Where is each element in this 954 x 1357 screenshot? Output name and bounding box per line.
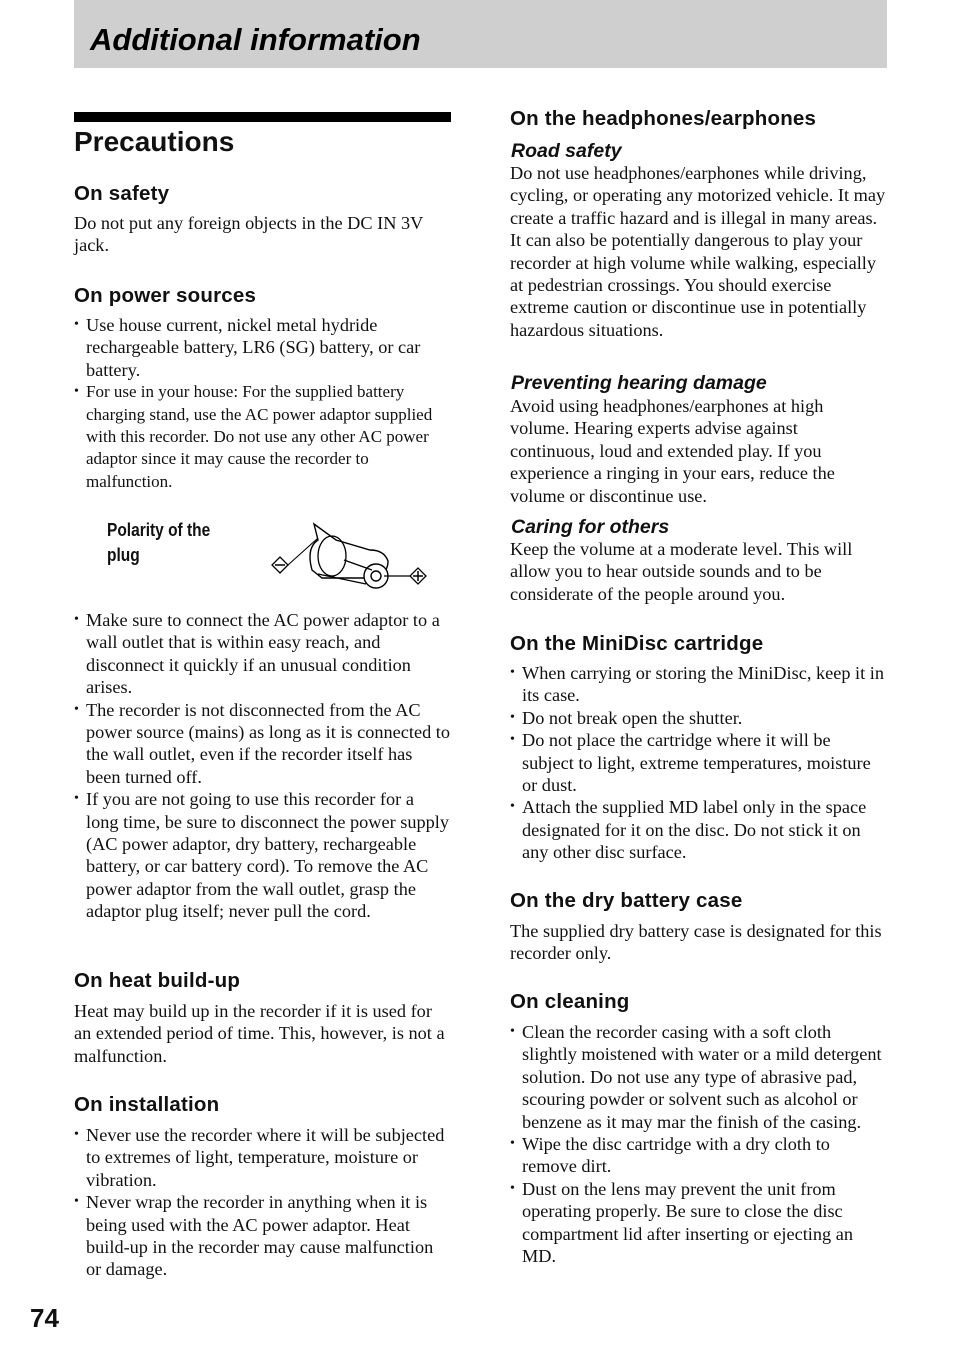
minidisc-list bbox=[510, 662, 886, 864]
list-item: • Do not place the cartridge where it will be subject to light, extreme temperatures, moisture or dust. bbox=[510, 729, 886, 796]
heading-cleaning: On cleaning bbox=[510, 990, 630, 1013]
list-item: • Never wrap the recorder in anything when it is being used with the AC power adaptor. Heat build-up in the recorder may cause malfunction or damage. bbox=[74, 1191, 450, 1281]
plug-polarity-label: Polarity of the plug bbox=[107, 520, 211, 565]
heading-road-safety: Road safety bbox=[511, 140, 622, 162]
chapter-title: Additional information bbox=[90, 22, 421, 57]
power-list-bottom bbox=[74, 609, 450, 923]
list-item: • Use house current, nickel metal hydride rechargeable battery, LR6 (SG) battery, or car battery. bbox=[74, 314, 450, 381]
list-item: • Never use the recorder where it will be subjected to extremes of light, temperature, moisture or vibration. bbox=[74, 1124, 450, 1191]
heading-heat: On heat build-up bbox=[74, 969, 241, 992]
heat-text: Heat may build up in the recorder if it is used for an extended period of time. This, however, is not a malfunction. bbox=[74, 1001, 445, 1066]
installation-list bbox=[74, 1124, 450, 1281]
heading-minidisc: On the MiniDisc cartridge bbox=[510, 632, 764, 655]
battery-case-text: The supplied dry battery case is designated for this recorder only. bbox=[510, 921, 882, 964]
heading-headphones: On the headphones/earphones bbox=[510, 107, 817, 130]
list-item: • Make sure to connect the AC power adaptor to a wall outlet that is within easy reach, and disconnect it quickly if an unusual condition arises. bbox=[74, 609, 450, 699]
list-item: • When carrying or storing the MiniDisc, keep it in its case. bbox=[510, 662, 886, 707]
list-item: • Do not break open the shutter. bbox=[510, 707, 886, 729]
list-item: • If you are not going to use this recorder for a long time, be sure to disconnect the power supply (AC power adaptor, dry battery, rechargeable battery, or car battery cord). To remove the AC power adaptor from the wall outlet, grasp the adaptor plug itself; never pull the cord. bbox=[74, 788, 450, 922]
heading-hearing-damage: Preventing hearing damage bbox=[511, 372, 767, 394]
chapter-banner bbox=[74, 0, 887, 68]
hearing-damage-text: Avoid using headphones/earphones at high volume. Hearing experts advise against continuous, loud and extended play. If you experience a ringing in your ears, reduce the volume or discontinue use. bbox=[510, 396, 835, 506]
section-title: Precautions bbox=[74, 126, 235, 157]
road-safety-text: Do not use headphones/earphones while driving, cycling, or operating any motorized vehicle. It may create a traffic hazard and is illegal in many areas. It can also be potentially dangerous to play your recorder at high volume while walking, especially at pedestrian crossings. You should exercise extreme caution or discontinue use in potentially hazardous situations. bbox=[510, 163, 886, 340]
list-item: • The recorder is not disconnected from the AC power source (mains) as long as it is connected to the wall outlet, even if the recorder itself has been turned off. bbox=[74, 699, 450, 789]
heading-power: On power sources bbox=[74, 284, 257, 307]
cleaning-list bbox=[510, 1021, 886, 1267]
list-item: • Dust on the lens may prevent the unit from operating properly. Be sure to close the disc compartment lid after inserting or ejecting an MD. bbox=[510, 1178, 886, 1268]
page-number: 74 bbox=[30, 1303, 59, 1333]
list-item: • Attach the supplied MD label only in the space designated for it on the disc. Do not stick it on any other disc surface. bbox=[510, 796, 886, 863]
list-item: • Wipe the disc cartridge with a dry cloth to remove dirt. bbox=[510, 1133, 886, 1178]
heading-installation: On installation bbox=[74, 1093, 220, 1116]
power-list-top bbox=[74, 314, 450, 493]
heading-battery-case: On the dry battery case bbox=[510, 889, 743, 912]
list-item: • For use in your house: For the supplied battery charging stand, use the AC power adaptor supplied with this recorder. Do not use any other AC power adaptor since it may cause the recorder to malfunction. bbox=[74, 381, 450, 493]
plug-polarity-icon bbox=[266, 518, 432, 594]
safety-text: Do not put any foreign objects in the DC IN 3V jack. bbox=[74, 213, 423, 256]
section-rule bbox=[74, 112, 451, 122]
heading-caring-others: Caring for others bbox=[511, 516, 670, 538]
heading-safety: On safety bbox=[74, 182, 170, 205]
list-item: • Clean the recorder casing with a soft cloth slightly moistened with water or a mild detergent solution. Do not use any type of abrasive pad, scouring powder or solvent such as alcohol or benzene as it may mar the finish of the casing. bbox=[510, 1021, 886, 1133]
caring-others-text: Keep the volume at a moderate level. This will allow you to hear outside sounds and to be considerate of the people around you. bbox=[510, 539, 853, 604]
